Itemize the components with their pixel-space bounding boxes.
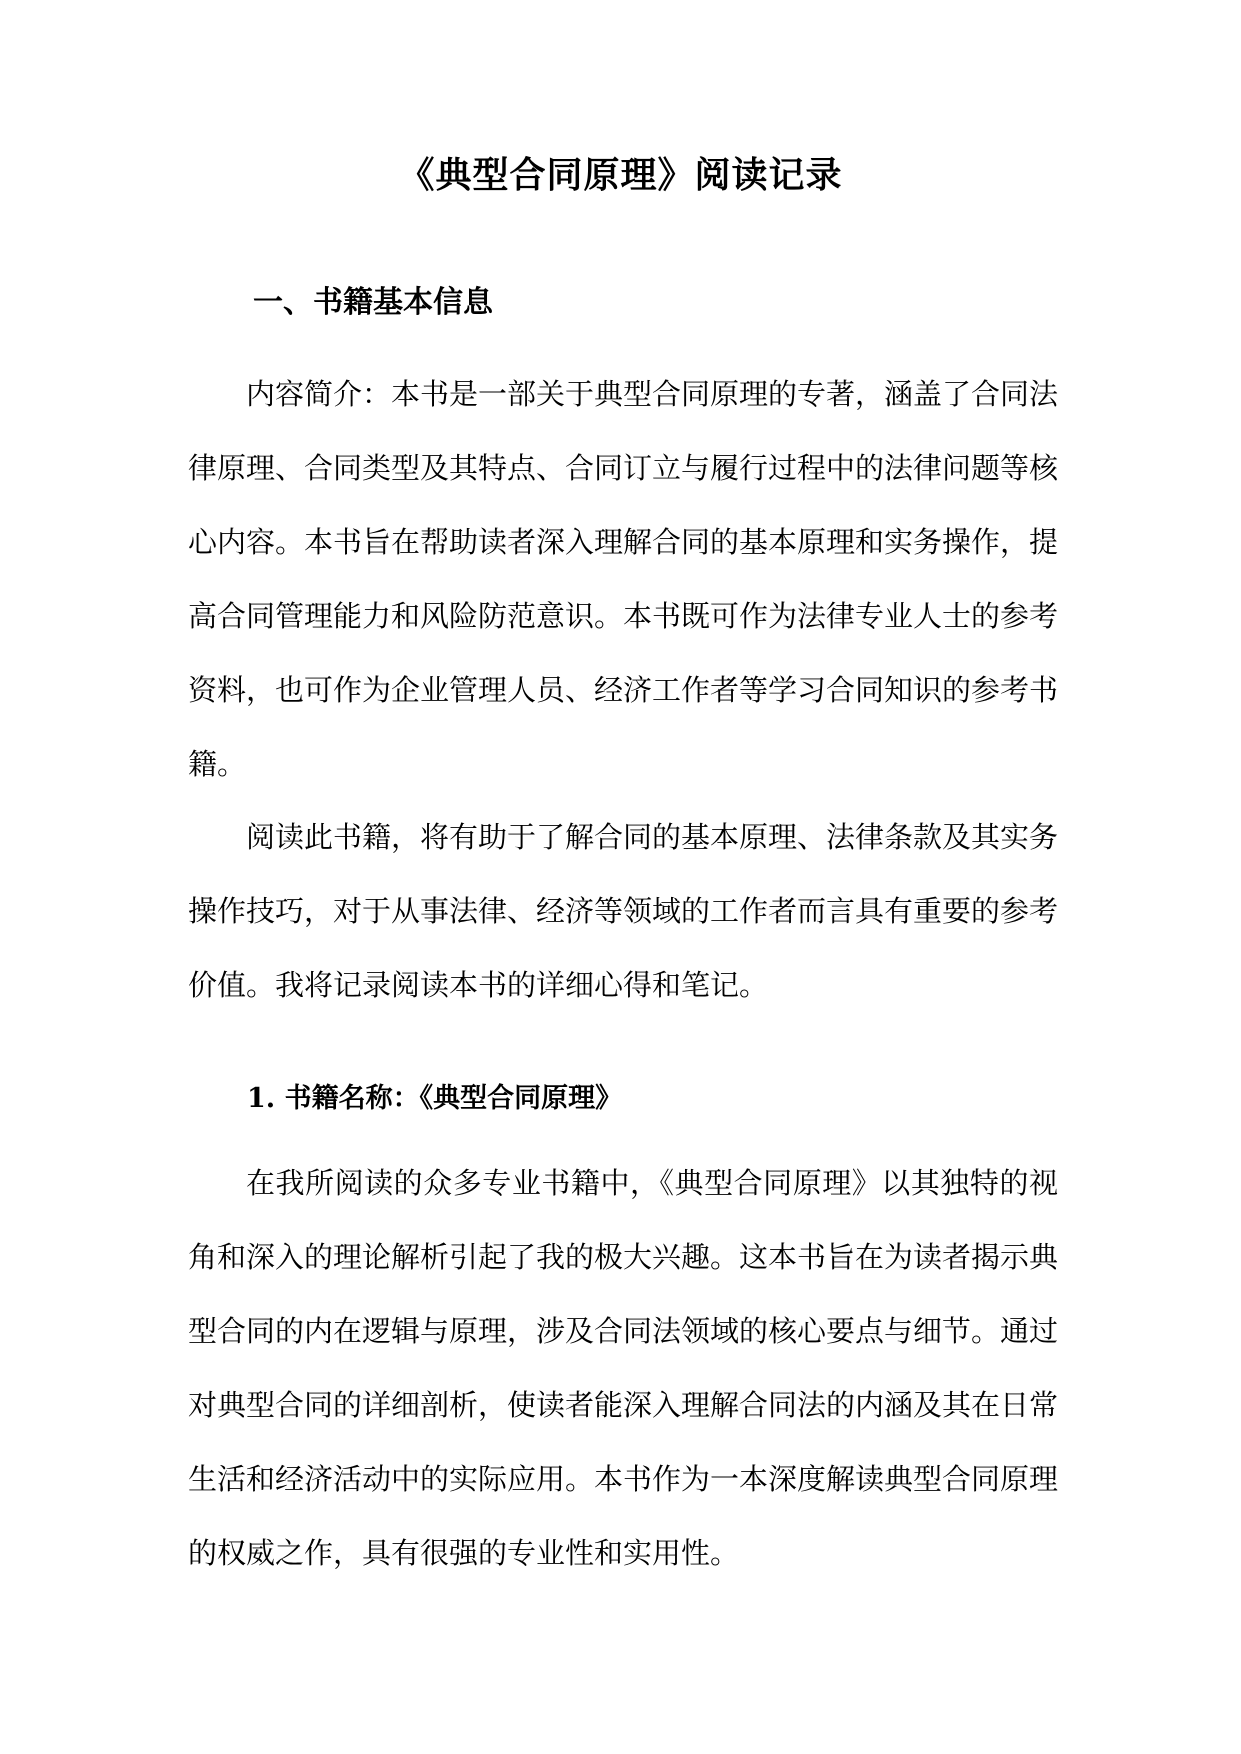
subheading-book-name: 1. 书籍名称：《典型合同原理》 (247, 1083, 623, 1114)
section-heading: 一、书籍基本信息 (253, 285, 493, 320)
paragraph-intro: 内容简介：本书是一部关于典型合同原理的专著，涵盖了合同法律原理、合同类型及其特点、合同订立与履行过程中的法律问题等核心内容。本书旨在帮助读者深入理解合同的基本原理和实务操作，提高合同管理能力和风险防范意识。本书既可作为法律专业人士的参考资料，也可作为企业管理人员、经济工作者等学习合同知识的参考书籍。 (188, 377, 1059, 781)
paragraph-reading-value: 阅读此书籍，将有助于了解合同的基本原理、法律条款及其实务操作技巧，对于从事法律、经济等领域的工作者而言具有重要的参考价值。我将记录阅读本书的详细心得和笔记。 (188, 820, 1059, 1002)
document-title: 《典型合同原理》阅读记录 (398, 154, 843, 196)
paragraph-book-description: 在我所阅读的众多专业书籍中，《典型合同原理》以其独特的视角和深入的理论解析引起了我的极大兴趣。这本书旨在为读者揭示典型合同的内在逻辑与原理，涉及合同法领域的核心要点与细节。通过对典型合同的详细剖析，使读者能深入理解合同法的内涵及其在日常生活和经济活动中的实际应用。本书作为一本深度解读典型合同原理的权威之作，具有很强的专业性和实用性。 (188, 1166, 1059, 1570)
